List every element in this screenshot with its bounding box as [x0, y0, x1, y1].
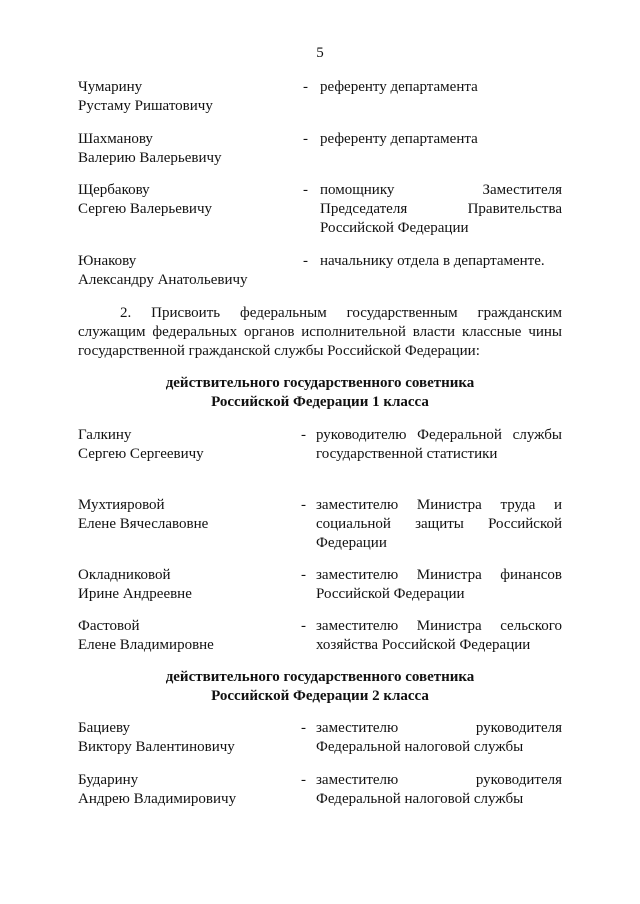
- heading-line: Российской Федерации 1 класса: [211, 394, 429, 410]
- person-name: [78, 617, 298, 655]
- position-text: заместителю руководителя Федеральной налоговой службы: [316, 720, 562, 755]
- paragraph-2: 2. Присвоить федеральным государственным гражданским служащим федеральных органов исполнительной власти классные чины государственной гражданской службы Российской Федерации:: [78, 305, 562, 359]
- position-text: заместителю руководителя Федеральной налоговой службы: [316, 772, 562, 807]
- surname: Галкину: [78, 427, 132, 443]
- surname: Юнакову: [78, 253, 137, 269]
- person-name: [78, 771, 298, 809]
- surname: Щербакову: [78, 182, 150, 198]
- position-text: помощнику Заместителя Председателя Правительства Российской Федерации: [320, 182, 562, 236]
- person-name: [78, 426, 298, 464]
- section-heading: [78, 374, 562, 412]
- surname: Окладниковой: [78, 567, 171, 583]
- dash: -: [301, 720, 306, 736]
- given-names: Ирине Андреевне: [78, 586, 192, 602]
- position-text: заместителю Министра труда и социальной защиты Российской Федерации: [316, 497, 562, 551]
- heading-line: действительного государственного советника: [165, 669, 475, 685]
- person-name: [78, 496, 298, 534]
- dash: -: [301, 427, 306, 443]
- dash: -: [303, 79, 308, 95]
- position-text: заместителю Министра финансов Российской Федерации: [316, 567, 562, 602]
- position-text: заместителю Министра сельского хозяйства Российской Федерации: [316, 618, 562, 653]
- heading-line: действительного государственного советника: [165, 375, 475, 391]
- position-text: референту департамента: [320, 131, 478, 147]
- dash: -: [301, 567, 306, 583]
- given-names: Сергею Валерьевичу: [78, 201, 213, 217]
- position-text: руководителю Федеральной службы государственной статистики: [316, 427, 562, 462]
- given-names: Рустаму Ришатовичу: [78, 98, 213, 114]
- given-names: Андрею Владимировичу: [78, 791, 237, 807]
- dash: -: [303, 253, 308, 269]
- surname: Бациеву: [78, 720, 131, 736]
- given-names: Валерию Валерьевичу: [78, 150, 222, 166]
- given-names: Александру Анатольевичу: [78, 272, 248, 288]
- dash: -: [301, 772, 306, 788]
- dash: -: [301, 618, 306, 634]
- given-names: Елене Владимировне: [78, 637, 214, 653]
- surname: Мухтияровой: [78, 497, 165, 513]
- given-names: Виктору Валентиновичу: [78, 739, 235, 755]
- given-names: Елене Вячеславовне: [78, 516, 209, 532]
- surname: Фастовой: [78, 618, 140, 634]
- person-name: [78, 566, 298, 604]
- person-name: [78, 181, 298, 219]
- person-name: [78, 252, 298, 290]
- person-name: [78, 719, 298, 757]
- dash: -: [303, 131, 308, 147]
- surname: Бударину: [78, 772, 139, 788]
- dash: -: [301, 497, 306, 513]
- position-text: референту департамента: [320, 79, 478, 95]
- surname: Шахманову: [78, 131, 153, 147]
- surname: Чумарину: [78, 79, 143, 95]
- page-number: 5: [316, 45, 324, 61]
- heading-line: Российской Федерации 2 класса: [211, 688, 429, 704]
- person-name: [78, 78, 298, 116]
- given-names: Сергею Сергеевичу: [78, 446, 204, 462]
- dash: -: [303, 182, 308, 198]
- position-text: начальнику отдела в департаменте.: [320, 253, 545, 269]
- section-heading: [78, 668, 562, 706]
- person-name: [78, 130, 298, 168]
